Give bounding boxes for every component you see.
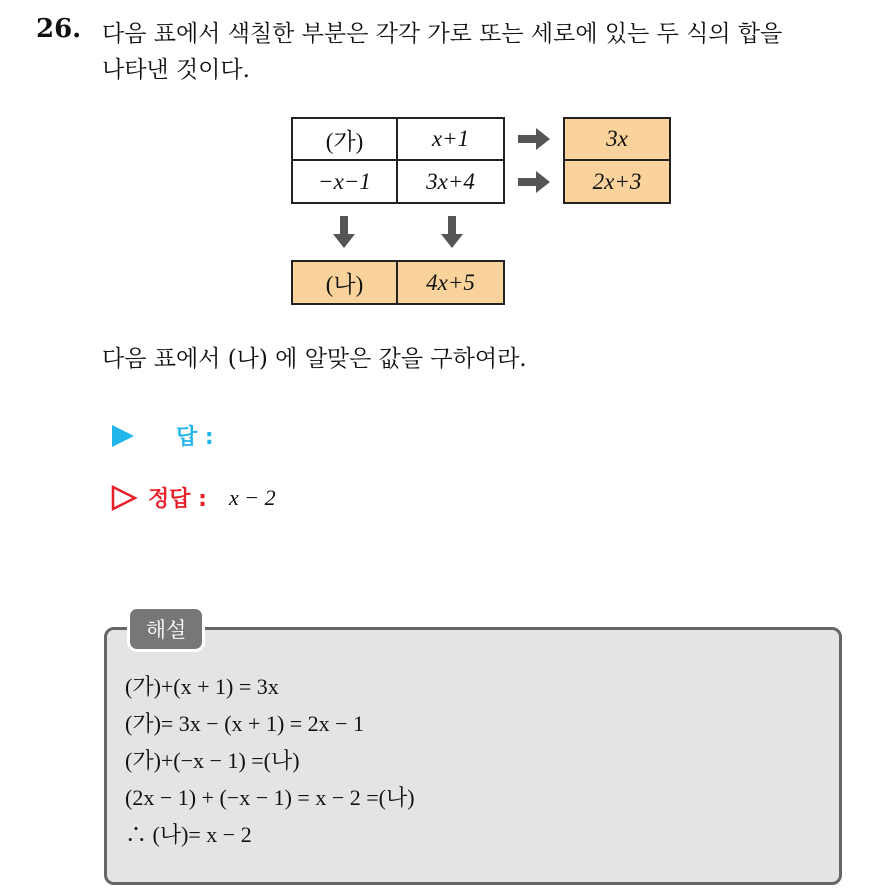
filled-triangle-icon [110, 423, 136, 449]
question-text-line-1: 다음 표에서 색칠한 부분은 각각 가로 또는 세로에 있는 두 식의 합을 [102, 21, 783, 47]
solution-line-4: (2x − 1) + (−x − 1) = x − 2 =(나) [125, 785, 415, 810]
question-number: 26. [36, 14, 82, 44]
question-prompt: 다음 표에서 (나) 에 알맞은 값을 구하여라. [102, 346, 527, 372]
right-arrow-icon [518, 128, 550, 150]
table-cell-r1c1: (가) [291, 117, 398, 161]
solution-tag: 해설 [127, 606, 205, 652]
answer-row [110, 420, 214, 451]
outline-triangle-icon [110, 484, 138, 512]
col2-sum-cell: 4x+5 [396, 260, 505, 305]
right-arrow-icon [518, 171, 550, 193]
row1-sum-cell: 3x [563, 117, 671, 161]
correct-answer-row [110, 482, 276, 513]
down-arrow-icon [333, 216, 355, 248]
table-cell-r2c1: −x−1 [291, 159, 398, 204]
solution-line-1: (가)+(x + 1) = 3x [125, 674, 279, 699]
solution-lines [125, 668, 415, 853]
col1-sum-cell: (나) [291, 260, 398, 305]
answer-label: 답 : [176, 425, 214, 450]
question-text [102, 16, 872, 88]
solution-line-3: (가)+(−x − 1) =(나) [125, 748, 300, 773]
question-text-line-2: 나타낸 것이다. [102, 57, 250, 83]
correct-answer-value: x − 2 [228, 484, 276, 510]
correct-answer-label: 정답 : [148, 487, 207, 512]
table-cell-r1c2: x+1 [396, 117, 505, 161]
solution-line-5: ∴ (나)= x − 2 [125, 822, 252, 847]
solution-line-2: (가)= 3x − (x + 1) = 2x − 1 [125, 711, 365, 736]
down-arrow-icon [441, 216, 463, 248]
table-cell-r2c2: 3x+4 [396, 159, 505, 204]
row2-sum-cell: 2x+3 [563, 159, 671, 204]
